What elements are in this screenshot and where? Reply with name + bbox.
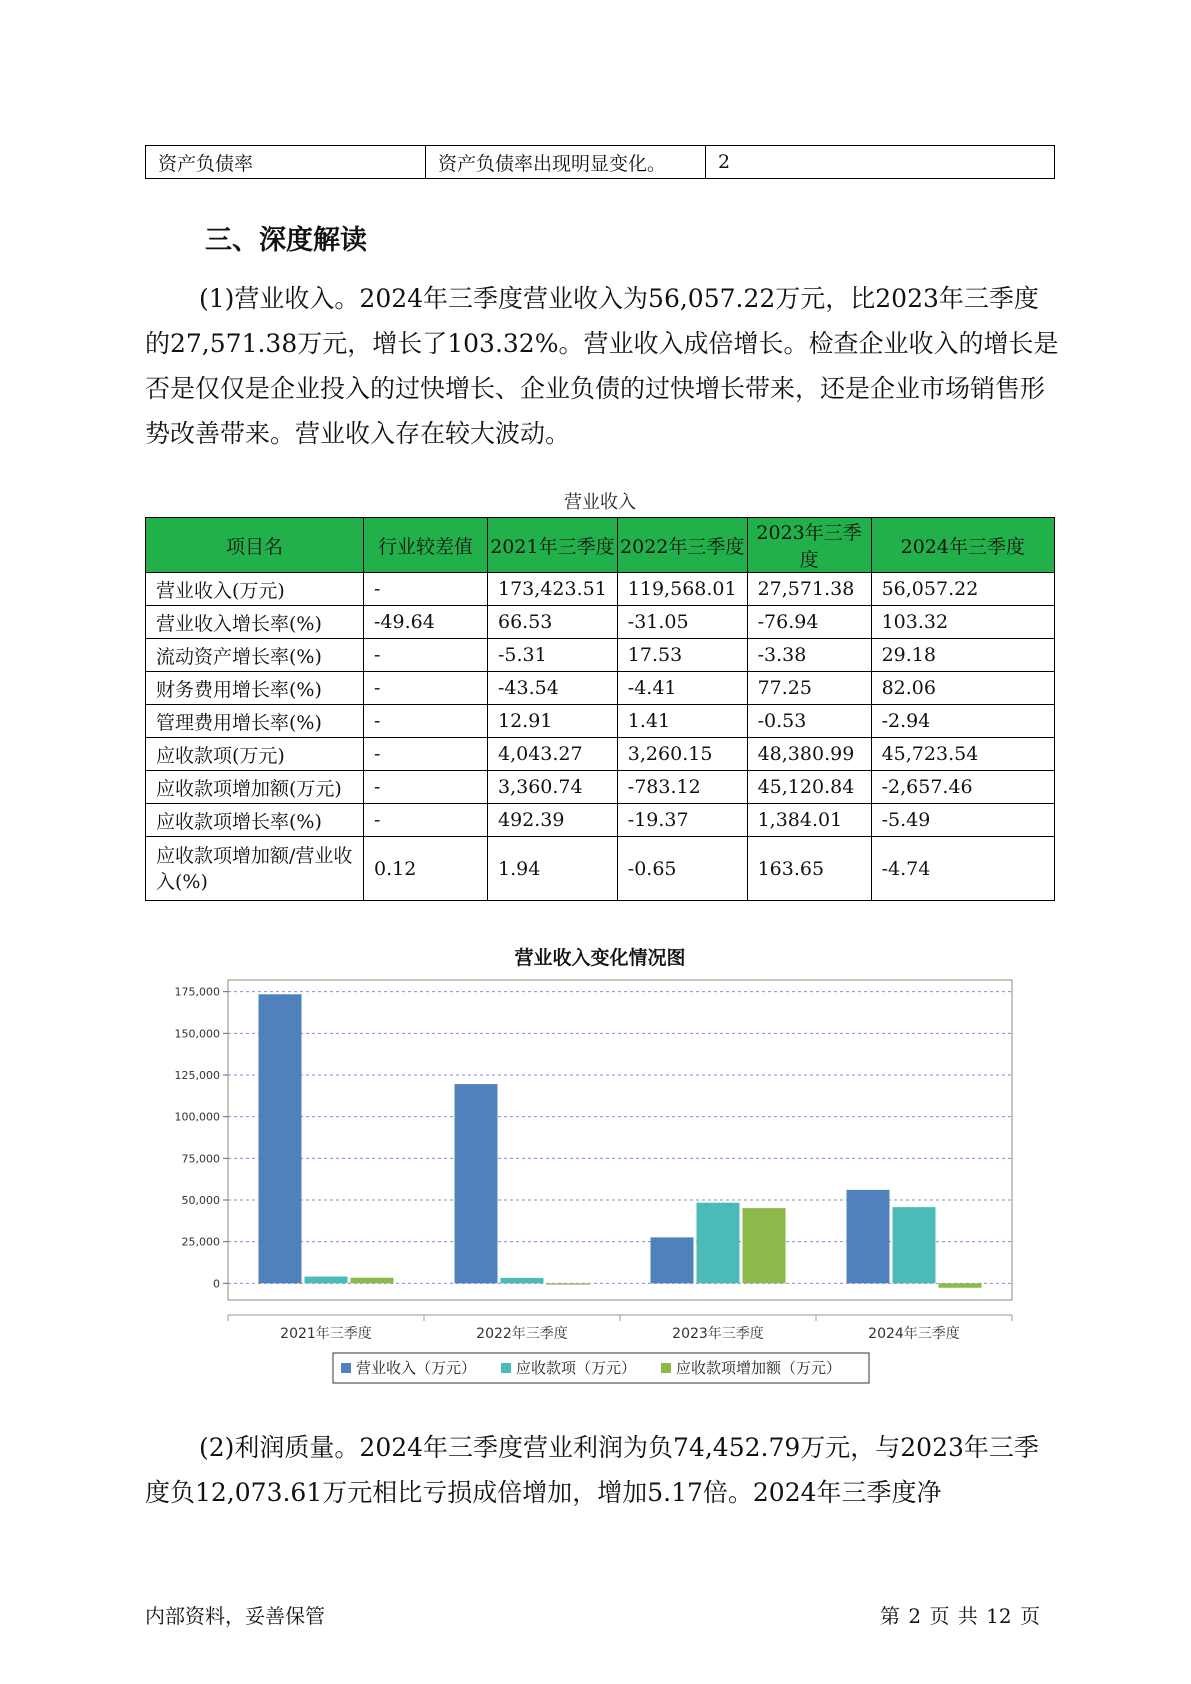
y-tick-label: 50,000 xyxy=(181,1194,220,1207)
footer-page-number: 第 2 页 共 12 页 xyxy=(880,1604,1040,1628)
column-header: 2021年三季度 xyxy=(488,518,618,573)
table-cell: 0.12 xyxy=(364,837,488,901)
revenue-bar-chart xyxy=(0,960,1191,1390)
bar xyxy=(547,1283,590,1284)
legend-label: 应收款项增加额（万元） xyxy=(676,1359,842,1377)
table-cell: 48,380.99 xyxy=(747,738,871,771)
table-cell: 12.91 xyxy=(488,705,618,738)
table-cell: -31.05 xyxy=(617,606,747,639)
table-cell: - xyxy=(364,771,488,804)
y-tick-label: 25,000 xyxy=(181,1235,220,1249)
table-cell: 1,384.01 xyxy=(747,804,871,837)
bar xyxy=(259,994,302,1283)
paragraph-profit-quality: (2)利润质量。2024年三季度营业利润为负74,452.79万元，与2023年三季度负12,073.61万元相比亏损成倍增加，增加5.17倍。2024年三季度净 xyxy=(145,1433,1039,1507)
paragraph-revenue: (1)营业收入。2024年三季度营业收入为56,057.22万元，比2023年三季度的27,571.38万元，增长了103.32%。营业收入成倍增长。检查企业收入的增长是否是仅仅是企业投入的过快增长、企业负债的过快增长带来，还是企业市场销售形势改善带来。营业收入存在较大波动。 xyxy=(145,284,1059,448)
table-cell: 管理费用增长率(%) xyxy=(146,705,364,738)
table-cell: -2.94 xyxy=(871,705,1054,738)
x-tick-label: 2024年三季度 xyxy=(868,1326,960,1342)
table-row xyxy=(146,146,1055,179)
table-cell: 56,057.22 xyxy=(871,573,1054,606)
table-cell: -49.64 xyxy=(364,606,488,639)
column-header: 2022年三季度 xyxy=(617,518,747,573)
table-cell: 应收款项(万元) xyxy=(146,738,364,771)
table-cell: 流动资产增长率(%) xyxy=(146,639,364,672)
table-cell: 77.25 xyxy=(747,672,871,705)
table-cell: - xyxy=(364,639,488,672)
table-cell: -2,657.46 xyxy=(871,771,1054,804)
table-row xyxy=(146,771,1055,804)
y-tick-label: 125,000 xyxy=(174,1069,220,1082)
column-header: 行业较差值 xyxy=(364,518,488,573)
y-tick-label: 175,000 xyxy=(174,985,220,999)
table-cell: 1.41 xyxy=(617,705,747,738)
revenue-table xyxy=(145,517,1055,901)
table-cell: 17.53 xyxy=(617,639,747,672)
table-row xyxy=(146,738,1055,771)
table-row xyxy=(146,606,1055,639)
table-cell: 29.18 xyxy=(871,639,1054,672)
table-cell: 应收款项增加额/营业收入(%) xyxy=(146,837,364,901)
table-cell: 营业收入增长率(%) xyxy=(146,606,364,639)
bar xyxy=(501,1278,544,1283)
table-cell: 3,260.15 xyxy=(617,738,747,771)
table-cell: -5.49 xyxy=(871,804,1054,837)
table-cell: -19.37 xyxy=(617,804,747,837)
table-cell: 27,571.38 xyxy=(747,573,871,606)
table-row xyxy=(146,804,1055,837)
table-cell: -783.12 xyxy=(617,771,747,804)
table-cell: - xyxy=(364,705,488,738)
bar xyxy=(351,1278,394,1284)
table-header-row xyxy=(146,518,1055,573)
table-cell: 82.06 xyxy=(871,672,1054,705)
table-cell: -5.31 xyxy=(488,639,618,672)
legend-label: 应收款项（万元） xyxy=(516,1359,637,1377)
table-cell: -0.65 xyxy=(617,837,747,901)
table-cell: 45,120.84 xyxy=(747,771,871,804)
chart-title: 营业收入变化情况图 xyxy=(514,947,686,969)
table-cell: -0.53 xyxy=(747,705,871,738)
y-tick-label: 100,000 xyxy=(174,1110,220,1124)
table-cell: -3.38 xyxy=(747,639,871,672)
table-cell: 应收款项增长率(%) xyxy=(146,804,364,837)
section-heading: 三、深度解读 xyxy=(205,225,367,256)
table-cell: 资产负债率出现明显变化。 xyxy=(426,146,706,179)
bar xyxy=(939,1283,982,1287)
table-cell: 163.65 xyxy=(747,837,871,901)
chart-x-axis xyxy=(228,1315,1012,1342)
table-cell: -4.74 xyxy=(871,837,1054,901)
table-cell: -43.54 xyxy=(488,672,618,705)
column-header: 项目名 xyxy=(146,518,364,573)
table-cell: 173,423.51 xyxy=(488,573,618,606)
table-cell: 103.32 xyxy=(871,606,1054,639)
legend-label: 营业收入（万元） xyxy=(356,1359,477,1377)
table-cell: -76.94 xyxy=(747,606,871,639)
table-row xyxy=(146,639,1055,672)
table-cell: -4.41 xyxy=(617,672,747,705)
table-cell: 2 xyxy=(706,146,1055,179)
x-tick-label: 2021年三季度 xyxy=(280,1326,372,1342)
risk-summary-table xyxy=(145,145,1055,179)
legend-swatch xyxy=(501,1363,511,1373)
chart-y-axis xyxy=(175,986,229,1291)
table-cell: 119,568.01 xyxy=(617,573,747,606)
table-row xyxy=(146,837,1055,901)
table-cell: 66.53 xyxy=(488,606,618,639)
y-tick-label: 150,000 xyxy=(174,1027,220,1041)
table-cell: 1.94 xyxy=(488,837,618,901)
bar xyxy=(305,1277,348,1284)
column-header: 2023年三季度 xyxy=(747,518,871,573)
table-row xyxy=(146,672,1055,705)
table-cell: - xyxy=(364,738,488,771)
table-cell: 4,043.27 xyxy=(488,738,618,771)
bar xyxy=(847,1190,890,1283)
table-caption: 营业收入 xyxy=(564,492,636,513)
table-cell: 45,723.54 xyxy=(871,738,1054,771)
table-cell: - xyxy=(364,804,488,837)
column-header: 2024年三季度 xyxy=(871,518,1054,573)
table-cell: 财务费用增长率(%) xyxy=(146,672,364,705)
legend-swatch xyxy=(341,1363,351,1373)
bar xyxy=(893,1207,936,1283)
x-tick-label: 2022年三季度 xyxy=(476,1326,568,1342)
bar xyxy=(697,1203,740,1284)
legend-swatch xyxy=(661,1363,671,1373)
table-cell: 应收款项增加额(万元) xyxy=(146,771,364,804)
table-row xyxy=(146,573,1055,606)
bar xyxy=(455,1084,498,1283)
x-tick-label: 2023年三季度 xyxy=(672,1326,764,1342)
table-cell: 492.39 xyxy=(488,804,618,837)
table-cell: - xyxy=(364,672,488,705)
footer-confidential: 内部资料，妥善保管 xyxy=(145,1604,325,1628)
table-cell: - xyxy=(364,573,488,606)
table-cell: 3,360.74 xyxy=(488,771,618,804)
table-cell: 营业收入(万元) xyxy=(146,573,364,606)
y-tick-label: 75,000 xyxy=(181,1152,220,1166)
bar xyxy=(743,1208,786,1283)
y-tick-label: 0 xyxy=(213,1277,220,1291)
chart-legend xyxy=(333,1353,869,1383)
table-cell: 资产负债率 xyxy=(146,146,426,179)
table-row xyxy=(146,705,1055,738)
bar xyxy=(651,1237,694,1283)
